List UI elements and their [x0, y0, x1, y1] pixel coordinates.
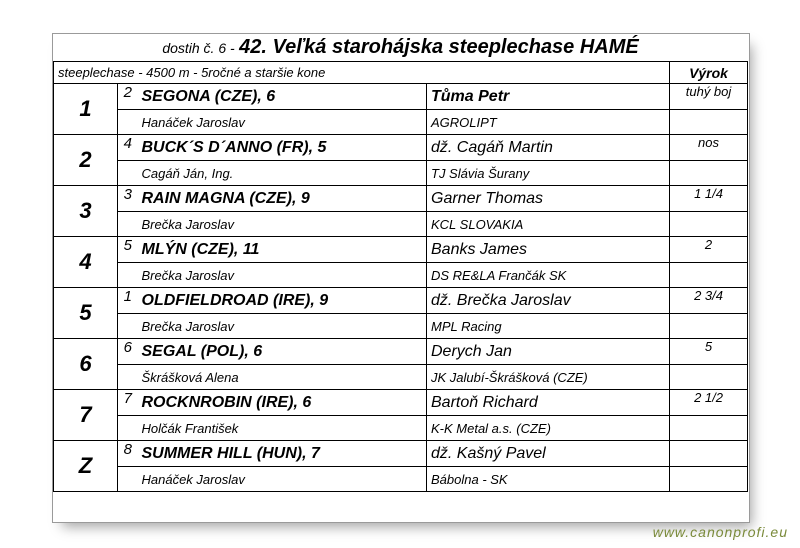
jockey-name: Banks James [427, 237, 670, 263]
result-row [54, 186, 748, 212]
start-number-spacer [118, 212, 138, 237]
result-row [54, 390, 748, 416]
start-number: 6 [118, 339, 138, 365]
race-prefix: dostih č. 6 - [162, 40, 235, 56]
verdict-spacer [670, 161, 748, 186]
trainer-name: Brečka Jaroslav [138, 263, 427, 288]
verdict: 2 1/2 [670, 390, 748, 416]
verdict-spacer [670, 212, 748, 237]
result-detail-row [54, 212, 748, 237]
jockey-name: Bartoň Richard [427, 390, 670, 416]
trainer-name: Škrášková Alena [138, 365, 427, 390]
horse-name: ROCKNROBIN (IRE), 6 [138, 390, 427, 416]
result-row [54, 339, 748, 365]
verdict [670, 441, 748, 467]
horse-name: SEGAL (POL), 6 [138, 339, 427, 365]
verdict-spacer [670, 314, 748, 339]
result-detail-row [54, 314, 748, 339]
verdict-spacer [670, 263, 748, 288]
finish-position: 4 [54, 237, 118, 288]
verdict-header: Výrok [670, 62, 748, 84]
result-row [54, 441, 748, 467]
verdict: 1 1/4 [670, 186, 748, 212]
title-row [54, 34, 748, 62]
race-title: 42. Veľká starohájska steeplechase HAMÉ [239, 36, 639, 58]
finish-position: 2 [54, 135, 118, 186]
conditions-row [54, 62, 748, 84]
verdict: tuhý boj [670, 84, 748, 110]
result-row [54, 135, 748, 161]
start-number: 8 [118, 441, 138, 467]
result-detail-row [54, 365, 748, 390]
finish-position: 1 [54, 84, 118, 135]
horse-name: MLÝN (CZE), 11 [138, 237, 427, 263]
verdict: 2 [670, 237, 748, 263]
horse-name: BUCK´S D´ANNO (FR), 5 [138, 135, 427, 161]
verdict: 2 3/4 [670, 288, 748, 314]
start-number-spacer [118, 416, 138, 441]
jockey-name: dž. Brečka Jaroslav [427, 288, 670, 314]
verdict: 5 [670, 339, 748, 365]
start-number: 3 [118, 186, 138, 212]
result-row [54, 288, 748, 314]
start-number-spacer [118, 263, 138, 288]
horse-name: SEGONA (CZE), 6 [138, 84, 427, 110]
jockey-name: dž. Kašný Pavel [427, 441, 670, 467]
owner-name: K-K Metal a.s. (CZE) [427, 416, 670, 441]
result-detail-row [54, 467, 748, 492]
watermark: www.canonprofi.eu [652, 524, 788, 540]
trainer-name: Cagáň Ján, Ing. [138, 161, 427, 186]
start-number: 7 [118, 390, 138, 416]
owner-name: KCL SLOVAKIA [427, 212, 670, 237]
horse-name: RAIN MAGNA (CZE), 9 [138, 186, 427, 212]
start-number-spacer [118, 365, 138, 390]
owner-name: JK Jalubí-Škrášková (CZE) [427, 365, 670, 390]
start-number: 5 [118, 237, 138, 263]
owner-name: AGROLIPT [427, 110, 670, 135]
result-detail-row [54, 110, 748, 135]
finish-position: Z [54, 441, 118, 492]
jockey-name: dž. Cagáň Martin [427, 135, 670, 161]
start-number-spacer [118, 467, 138, 492]
verdict: nos [670, 135, 748, 161]
start-number: 2 [118, 84, 138, 110]
verdict-spacer [670, 110, 748, 135]
start-number: 1 [118, 288, 138, 314]
start-number-spacer [118, 110, 138, 135]
trainer-name: Hanáček Jaroslav [138, 467, 427, 492]
finish-position: 6 [54, 339, 118, 390]
verdict-spacer [670, 365, 748, 390]
finish-position: 5 [54, 288, 118, 339]
owner-name: DS RE&LA Frančák SK [427, 263, 670, 288]
owner-name: Bábolna - SK [427, 467, 670, 492]
result-detail-row [54, 263, 748, 288]
finish-position: 7 [54, 390, 118, 441]
horse-name: OLDFIELDROAD (IRE), 9 [138, 288, 427, 314]
owner-name: TJ Slávia Šurany [427, 161, 670, 186]
race-conditions: steeplechase - 4500 m - 5ročné a staršie kone [54, 62, 670, 84]
jockey-name: Derych Jan [427, 339, 670, 365]
jockey-name: Garner Thomas [427, 186, 670, 212]
horse-name: SUMMER HILL (HUN), 7 [138, 441, 427, 467]
jockey-name: Tůma Petr [427, 84, 670, 110]
start-number-spacer [118, 161, 138, 186]
trainer-name: Hanáček Jaroslav [138, 110, 427, 135]
start-number: 4 [118, 135, 138, 161]
finish-position: 3 [54, 186, 118, 237]
result-row [54, 84, 748, 110]
trainer-name: Brečka Jaroslav [138, 212, 427, 237]
result-detail-row [54, 416, 748, 441]
trainer-name: Holčák František [138, 416, 427, 441]
start-number-spacer [118, 314, 138, 339]
results-table [53, 34, 748, 492]
verdict-spacer [670, 416, 748, 441]
owner-name: MPL Racing [427, 314, 670, 339]
verdict-spacer [670, 467, 748, 492]
result-detail-row [54, 161, 748, 186]
result-row [54, 237, 748, 263]
trainer-name: Brečka Jaroslav [138, 314, 427, 339]
